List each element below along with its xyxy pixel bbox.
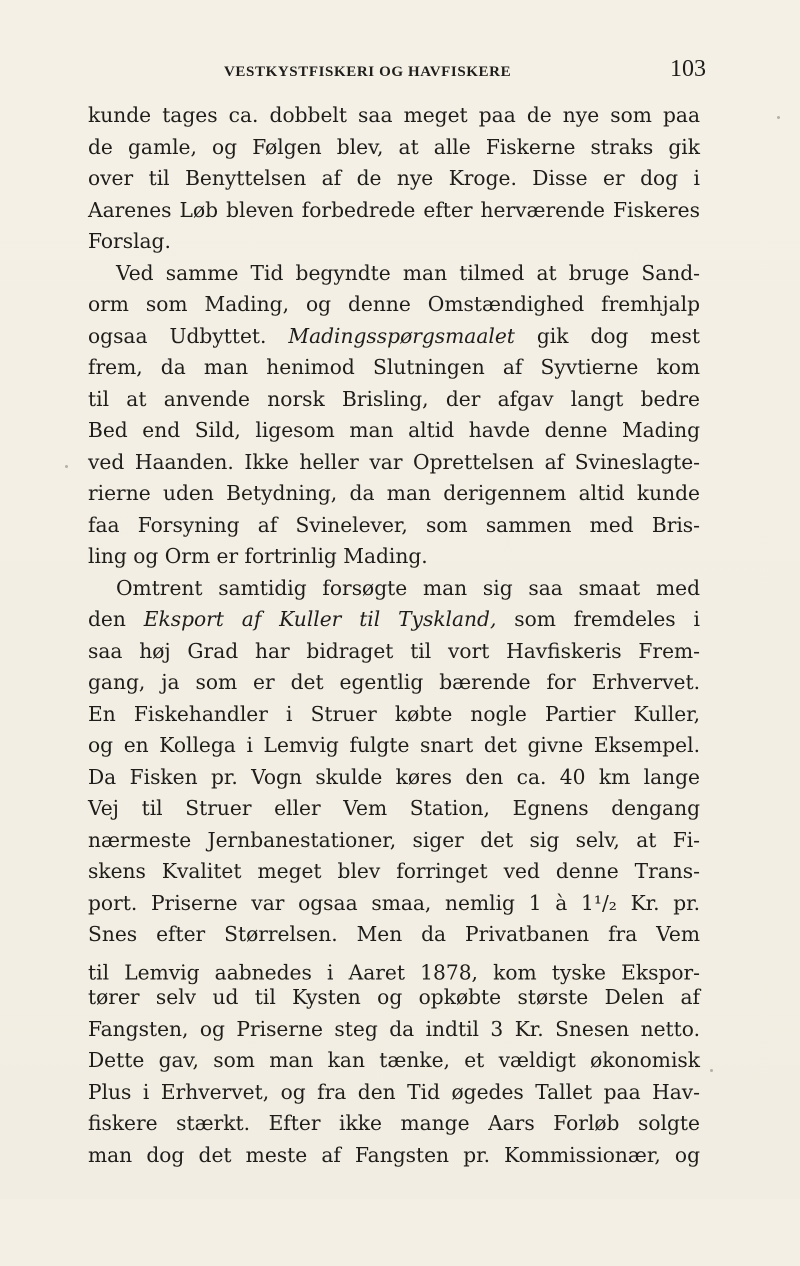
text-line: Ved samme Tid begyndte man tilmed at bruge Sand- [116, 260, 700, 285]
text-line [88, 1234, 700, 1266]
text-line: de gamle, og Følgen blev, at alle Fiskerne straks gik [88, 134, 700, 159]
text-line: ogsaa Udbyttet. Madingsspørgsmaalet gik dog mest [88, 323, 700, 348]
text-line: over til Benyttelsen af de nye Kroge. Disse er dog i [88, 166, 700, 190]
text-line: til Lemvig aabnedes i Aaret 1878, kom tyske Ekspor- [88, 960, 700, 985]
paper-speck [777, 116, 780, 119]
text-line [88, 1203, 700, 1235]
text-line: og en Kollega i Lemvig fulgte snart det givne Eksempel. [88, 733, 700, 757]
text-line: man dog det meste af Fangsten pr. Kommissionær, og [88, 1142, 700, 1167]
text-line: Snes efter Størrelsen. Men da Privatbanen fra Vem [88, 922, 700, 946]
text-line: Aarenes Løb bleven forbedrede efter herværende Fiskeres [88, 197, 700, 222]
text-line: nærmeste Jernbanestationer, siger det sig selv, at Fi- [88, 827, 700, 852]
text-line: Omtrent samtidig forsøgte man sig saa smaat med [116, 575, 700, 600]
text-line: den Eksport af Kuller til Tyskland, som fremdeles i [88, 607, 700, 631]
italic-phrase: Eksport af Kuller til Tyskland, [143, 607, 497, 631]
text-line: Da Fisken pr. Vogn skulde køres den ca. 40 km lange [88, 764, 700, 789]
page-number: 103 [670, 56, 706, 82]
text-line: En Fiskehandler i Struer købte nogle Partier Kuller, [88, 701, 700, 726]
text-line: orm som Mading, og denne Omstændighed fremhjalp [88, 292, 700, 316]
text-line: ling og Orm er fortrinlig Mading. [88, 544, 428, 568]
text-line: frem, da man henimod Slutningen af Syvtierne kom [88, 355, 700, 379]
text-line: kunde tages ca. dobbelt saa meget paa de nye som paa [88, 103, 700, 127]
italic-phrase: Madingsspørgsmaalet [288, 323, 515, 348]
text-line: Bed end Sild, ligesom man altid havde denne Mading [88, 418, 700, 442]
text-line: faa Forsyning af Svinelever, som sammen med Bris- [88, 512, 700, 537]
text-line: Dette gav, som man kan tænke, et vældigt økonomisk [88, 1048, 700, 1072]
paper-speck [710, 1069, 713, 1072]
text-line: skens Kvalitet meget blev forringet ved denne Trans- [88, 859, 700, 883]
running-title: VESTKYSTFISKERI OG HAVFISKERE [224, 64, 512, 80]
text-line: rierne uden Betydning, da man derigennem altid kunde [88, 481, 700, 505]
page-header [80, 56, 706, 92]
text-line: ved Haanden. Ikke heller var Oprettelsen af Svineslagte- [88, 449, 700, 474]
text-line: Vej til Struer eller Vem Station, Egnens dengang [88, 796, 700, 820]
body-text [88, 100, 700, 1266]
text-line: Forslag. [88, 229, 171, 253]
text-line: gang, ja som er det egentlig bærende for Erhvervet. [88, 670, 700, 694]
text-line: fiskere stærkt. Efter ikke mange Aars Forløb solgte [88, 1111, 700, 1135]
text-line: Plus i Erhvervet, og fra den Tid øgedes Tallet paa Hav- [88, 1079, 700, 1104]
text-line: saa høj Grad har bidraget til vort Havfiskeris Frem- [88, 638, 700, 663]
paper-speck [65, 465, 68, 468]
text-line: port. Priserne var ogsaa smaa, nemlig 1 à 1¹/₂ Kr. pr. [88, 890, 700, 915]
text-line [88, 1171, 700, 1203]
text-line: tører selv ud til Kysten og opkøbte største Delen af [88, 985, 700, 1009]
text-line: Fangsten, og Priserne steg da indtil 3 Kr. Snesen netto. [88, 1016, 700, 1041]
text-line: til at anvende norsk Brisling, der afgav langt bedre [88, 386, 700, 411]
